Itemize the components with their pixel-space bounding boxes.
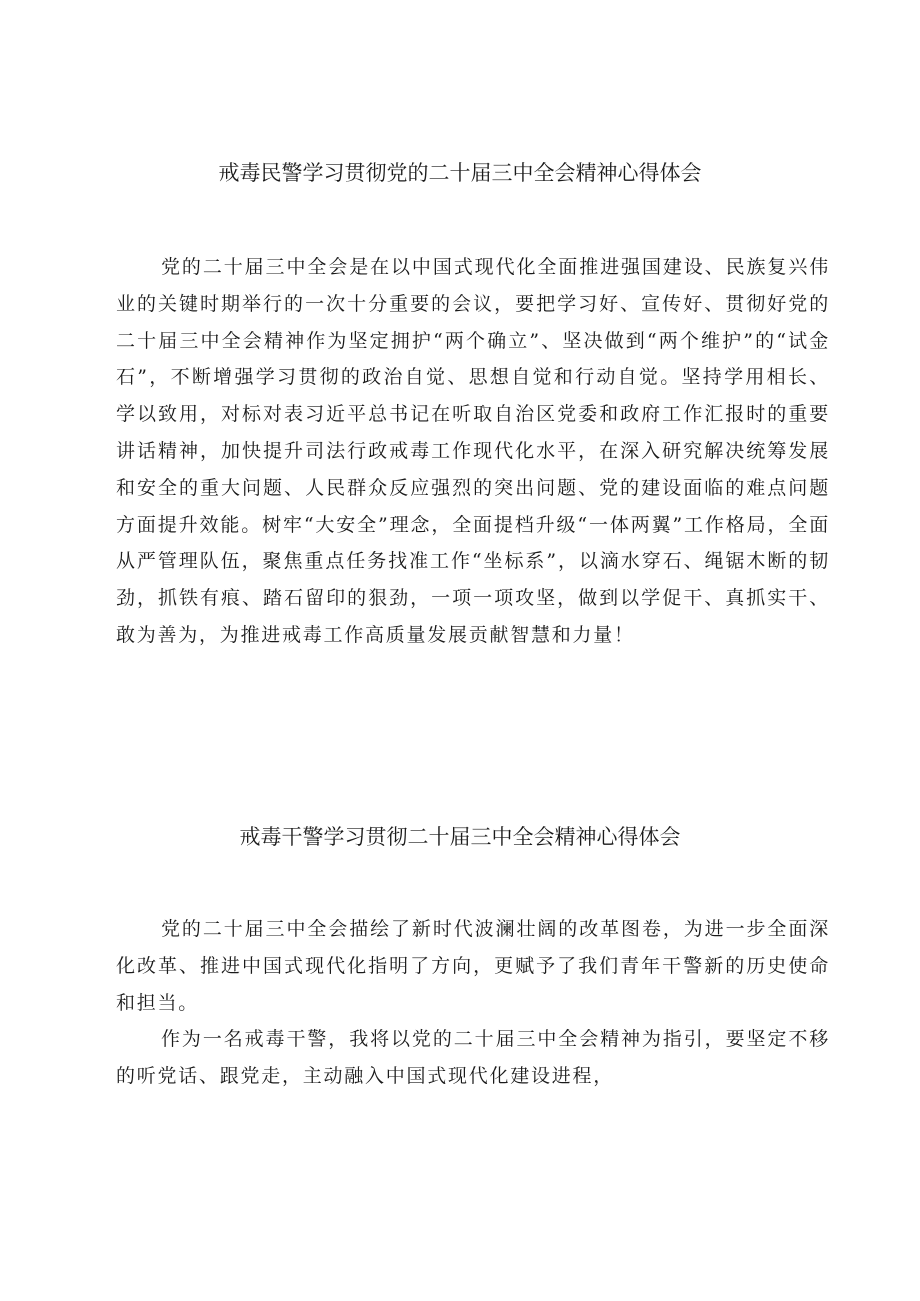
section-2-title: 戒毒干警学习贯彻二十届三中全会精神心得体会	[239, 825, 681, 849]
section-1-title: 戒毒民警学习贯彻党的二十届三中全会精神心得体会	[218, 161, 702, 185]
section-2-paragraph-1: 党的二十届三中全会描绘了新时代波澜壮阔的改革图卷，为进一步全面深化改革、推进中国式现代化指明了方向，更赋予了我们青年干警新的历史使命和担当。	[116, 918, 830, 1014]
section-2-paragraph-2: 作为一名戒毒干警，我将以党的二十届三中全会精神为指引，要坚定不移的听党话、跟党走，主动融入中国式现代化建设进程，	[116, 1028, 830, 1087]
section-1-paragraph-1: 党的二十届三中全会是在以中国式现代化全面推进强国建设、民族复兴伟业的关键时期举行的一次十分重要的会议，要把学习好、宣传好、贯彻好党的二十届三中全会精神作为坚定拥护“两个确立”、坚决做到“两个维护”的“试金石”，不断增强学习贯彻的政治自觉、思想自觉和行动自觉。坚持学用相长、学以致用，对标对表习近平总书记在听取自治区党委和政府工作汇报时的重要讲话精神，加快提升司法行政戒毒工作现代化水平，在深入研究解决统筹发展和安全的重大问题、人民群众反应强烈的突出问题、党的建设面临的难点问题方面提升效能。树牢“大安全”理念，全面提档升级“一体两翼”工作格局，全面从严管理队伍，聚焦重点任务找准工作“坐标系”，以滴水穿石、绳锯木断的韧劲，抓铁有痕、踏石留印的狠劲，一项一项攻坚，做到以学促干、真抓实干、敢为善为，为推进戒毒工作高质量发展贡献智慧和力量！	[116, 256, 830, 646]
